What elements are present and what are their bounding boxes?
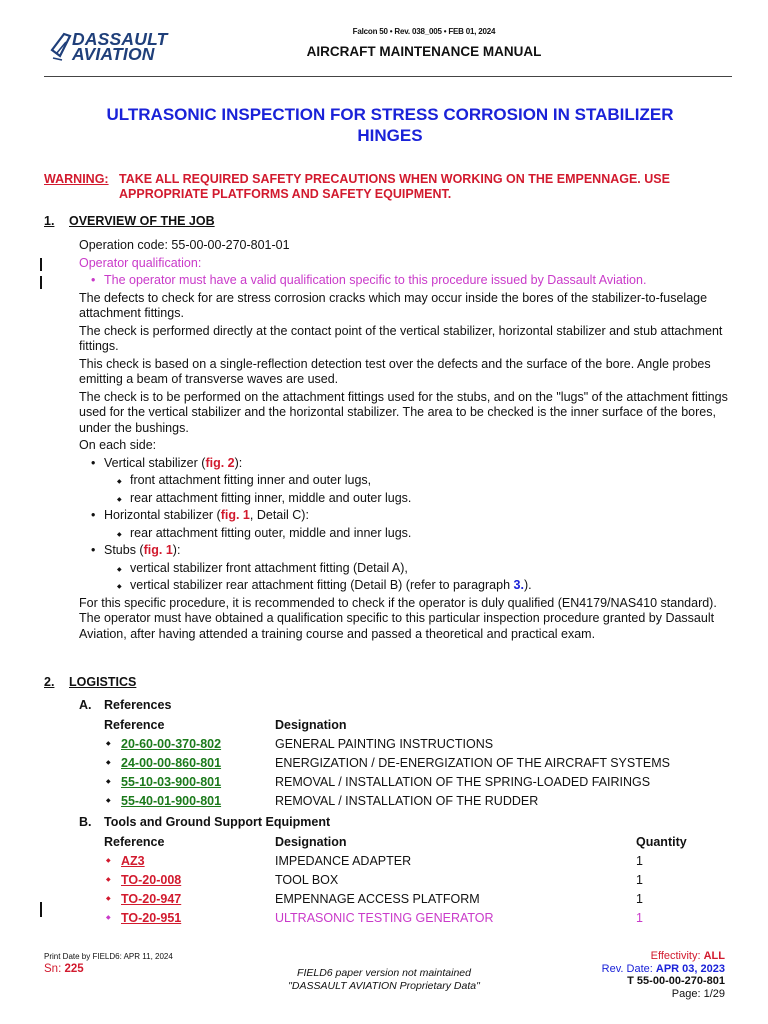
tool-designation: IMPEDANCE ADAPTER bbox=[275, 854, 412, 868]
page-number: Page: 1/29 bbox=[671, 987, 725, 1000]
fig-1-link[interactable]: fig. 1 bbox=[220, 508, 250, 522]
diamond-bullet-icon: ◆ bbox=[106, 760, 111, 766]
list-item-hs-rear: ◆ rear attachment fitting outer, middle and inner lugs. bbox=[79, 526, 729, 542]
list-item-vs-rear: ◆ rear attachment fitting inner, middle and outer lugs. bbox=[79, 491, 729, 507]
change-bar bbox=[40, 276, 42, 289]
list-item-horizontal-stabilizer bbox=[79, 508, 729, 524]
section-1-number: 1. bbox=[44, 214, 55, 228]
document-reference: Falcon 50 • Rev. 038_005 • FEB 01, 2024 bbox=[352, 27, 496, 36]
tool-quantity: 1 bbox=[636, 892, 643, 906]
section-2-title: LOGISTICS bbox=[69, 675, 137, 689]
paragraph-attachment-fittings: The check is to be performed on the attachment fittings used for the stubs, and on the "lugs" of the attachment fittings used for the vertical stabilizer and the horizontal stabilizer. The area to be checked is the inner surface of the bores, under the bushings. bbox=[79, 389, 728, 435]
page-title-line2: HINGES bbox=[357, 126, 423, 145]
page-title-line1: ULTRASONIC INSPECTION FOR STRESS CORROSION IN STABILIZER bbox=[106, 105, 674, 124]
footer-note-line1: FIELD6 paper version not maintained bbox=[297, 967, 471, 979]
revision-label: Rev. Date: bbox=[601, 962, 656, 975]
section-2-heading bbox=[44, 675, 344, 691]
hs-label: Horizontal stabilizer ( bbox=[104, 508, 221, 522]
list-item-vertical-stabilizer bbox=[79, 456, 729, 472]
on-each-side-label: On each side: bbox=[79, 438, 157, 452]
section-1-title: OVERVIEW OF THE JOB bbox=[69, 214, 215, 228]
tool-designation: TOOL BOX bbox=[275, 873, 339, 887]
diamond-bullet-icon: ◆ bbox=[106, 896, 111, 902]
diamond-bullet-icon: ◆ bbox=[106, 779, 111, 785]
table-row bbox=[79, 890, 759, 909]
subsection-a-letter: A. bbox=[79, 698, 92, 712]
operation-code: Operation code: 55-00-00-270-801-01 bbox=[79, 238, 290, 252]
reference-designation: REMOVAL / INSTALLATION OF THE RUDDER bbox=[275, 794, 539, 808]
revision-date bbox=[520, 963, 725, 976]
diamond-bullet-icon: ◆ bbox=[106, 798, 111, 804]
list-item-stubs-rear bbox=[79, 578, 729, 594]
col-reference: Reference bbox=[104, 718, 165, 732]
manual-title: AIRCRAFT MAINTENANCE MANUAL bbox=[306, 44, 542, 59]
diamond-bullet-icon: ◆ bbox=[106, 915, 111, 921]
reference-link[interactable]: 55-40-01-900-801 bbox=[121, 794, 222, 808]
tool-link[interactable]: TO-20-951 bbox=[121, 911, 182, 925]
table-row bbox=[79, 871, 759, 890]
tool-designation: EMPENNAGE ACCESS PLATFORM bbox=[275, 892, 480, 906]
fig-2-link[interactable]: fig. 2 bbox=[205, 455, 235, 470]
warning-label: WARNING: bbox=[44, 172, 109, 186]
stubs-end: ): bbox=[172, 543, 181, 557]
diamond-bullet-icon: ◆ bbox=[106, 858, 111, 864]
tool-link[interactable]: AZ3 bbox=[121, 854, 145, 868]
tool-quantity: 1 bbox=[636, 854, 643, 868]
stubs-rear-text: vertical stabilizer rear attachment fitting (Detail B) (refer to paragraph bbox=[130, 578, 514, 592]
tool-link[interactable]: TO-20-947 bbox=[121, 892, 182, 906]
logo-line2: AVIATION bbox=[72, 44, 155, 64]
table-row bbox=[79, 909, 759, 928]
stubs-label: Stubs ( bbox=[104, 543, 144, 557]
subsection-b-title: Tools and Ground Support Equipment bbox=[104, 815, 331, 829]
task-code: T 55-00-00-270-801 bbox=[627, 975, 725, 987]
vs-label: Vertical stabilizer ( bbox=[104, 455, 206, 470]
qualification-bullet: • The operator must have a valid qualification specific to this procedure issued by Dassault Aviation. bbox=[79, 273, 729, 289]
effectivity-label: Effectivity: bbox=[650, 950, 704, 962]
footer-note-line2: "DASSAULT AVIATION Proprietary Data" bbox=[288, 980, 480, 992]
paragraph-defects: The defects to check for are stress corrosion cracks which may occur inside the bores of the stabilizer-to-fuselage attachment fittings. bbox=[79, 290, 708, 320]
subsection-b-letter: B. bbox=[79, 815, 92, 829]
stubs-rear-end: ). bbox=[523, 578, 532, 592]
list-item-vs-front: ◆ front attachment fitting inner and outer lugs, bbox=[79, 473, 729, 489]
reference-link[interactable]: 24-00-00-860-801 bbox=[121, 756, 222, 770]
hs-end: , Detail C): bbox=[249, 508, 309, 522]
vs-end: ): bbox=[234, 455, 243, 470]
col-quantity: Quantity bbox=[636, 835, 687, 849]
table-row bbox=[79, 852, 759, 871]
logistics-block bbox=[79, 696, 759, 936]
fig-1-link[interactable]: fig. 1 bbox=[143, 543, 173, 557]
tool-quantity: 1 bbox=[636, 873, 643, 887]
references-table-header bbox=[79, 716, 759, 735]
subsection-b-heading bbox=[79, 813, 759, 832]
table-row bbox=[79, 792, 759, 811]
section-2-number: 2. bbox=[44, 675, 55, 689]
subsection-a-title: References bbox=[104, 698, 172, 712]
paragraph-3-link[interactable]: 3. bbox=[513, 578, 524, 592]
reference-link[interactable]: 55-10-03-900-801 bbox=[121, 775, 222, 789]
table-row bbox=[79, 735, 759, 754]
col-designation: Designation bbox=[275, 835, 347, 849]
paragraph-contact-point: The check is performed directly at the contact point of the vertical stabilizer, horizontal stabilizer and stub attachment fittings. bbox=[79, 323, 723, 353]
print-date: Print Date by FIELD6: APR 11, 2024 bbox=[44, 952, 173, 961]
header-divider bbox=[44, 76, 732, 77]
tool-designation: ULTRASONIC TESTING GENERATOR bbox=[275, 911, 494, 925]
table-row bbox=[79, 773, 759, 792]
change-bar bbox=[40, 258, 42, 271]
paragraph-qualification: For this specific procedure, it is recommended to check if the operator is duly qualified (EN4179/NAS410 standard). The operator must have obtained a qualification specific to this particular inspection procedure granted by Dassault Aviation, after having attended a training course and passed a theoretical and practical exam. bbox=[79, 595, 717, 641]
diamond-bullet-icon: ◆ bbox=[106, 877, 111, 883]
tool-quantity: 1 bbox=[636, 911, 643, 925]
change-bar bbox=[40, 902, 42, 917]
serial-label: Sn: bbox=[44, 963, 65, 975]
col-reference: Reference bbox=[104, 835, 165, 849]
effectivity-value: ALL bbox=[703, 950, 725, 962]
tools-table-header bbox=[79, 833, 759, 852]
diamond-bullet-icon: ◆ bbox=[106, 741, 111, 747]
logo-line1: DASSAULT bbox=[72, 29, 168, 49]
subsection-a-heading bbox=[79, 696, 759, 715]
reference-link[interactable]: 20-60-00-370-802 bbox=[121, 737, 222, 751]
warning-text: TAKE ALL REQUIRED SAFETY PRECAUTIONS WHEN WORKING ON THE EMPENNAGE. USE APPROPRIATE PLATFORMS AND SAFETY EQUIPMENT. bbox=[119, 172, 670, 201]
paragraph-detection-test: This check is based on a single-reflection detection test over the defects and the surface of the bore. Angle probes emitting a beam of transverse waves are used. bbox=[79, 356, 711, 386]
operator-qualification-label: Operator qualification: bbox=[79, 255, 202, 270]
list-item-stubs bbox=[79, 543, 729, 559]
reference-designation: REMOVAL / INSTALLATION OF THE SPRING-LOADED FAIRINGS bbox=[275, 775, 651, 789]
reference-designation: ENERGIZATION / DE-ENERGIZATION OF THE AIRCRAFT SYSTEMS bbox=[275, 756, 670, 770]
page-title bbox=[70, 104, 710, 146]
tool-link[interactable]: TO-20-008 bbox=[121, 873, 182, 887]
reference-designation: GENERAL PAINTING INSTRUCTIONS bbox=[275, 737, 494, 751]
table-row bbox=[79, 754, 759, 773]
revision-value: APR 03, 2023 bbox=[655, 962, 725, 975]
col-designation: Designation bbox=[275, 718, 347, 732]
section-1-body bbox=[79, 238, 729, 644]
footer-right bbox=[520, 950, 725, 1000]
effectivity bbox=[520, 950, 725, 963]
section-1-heading bbox=[44, 214, 344, 230]
list-item-stubs-front: ◆ vertical stabilizer front attachment fitting (Detail A), bbox=[79, 561, 729, 577]
serial-value: 225 bbox=[64, 963, 84, 975]
